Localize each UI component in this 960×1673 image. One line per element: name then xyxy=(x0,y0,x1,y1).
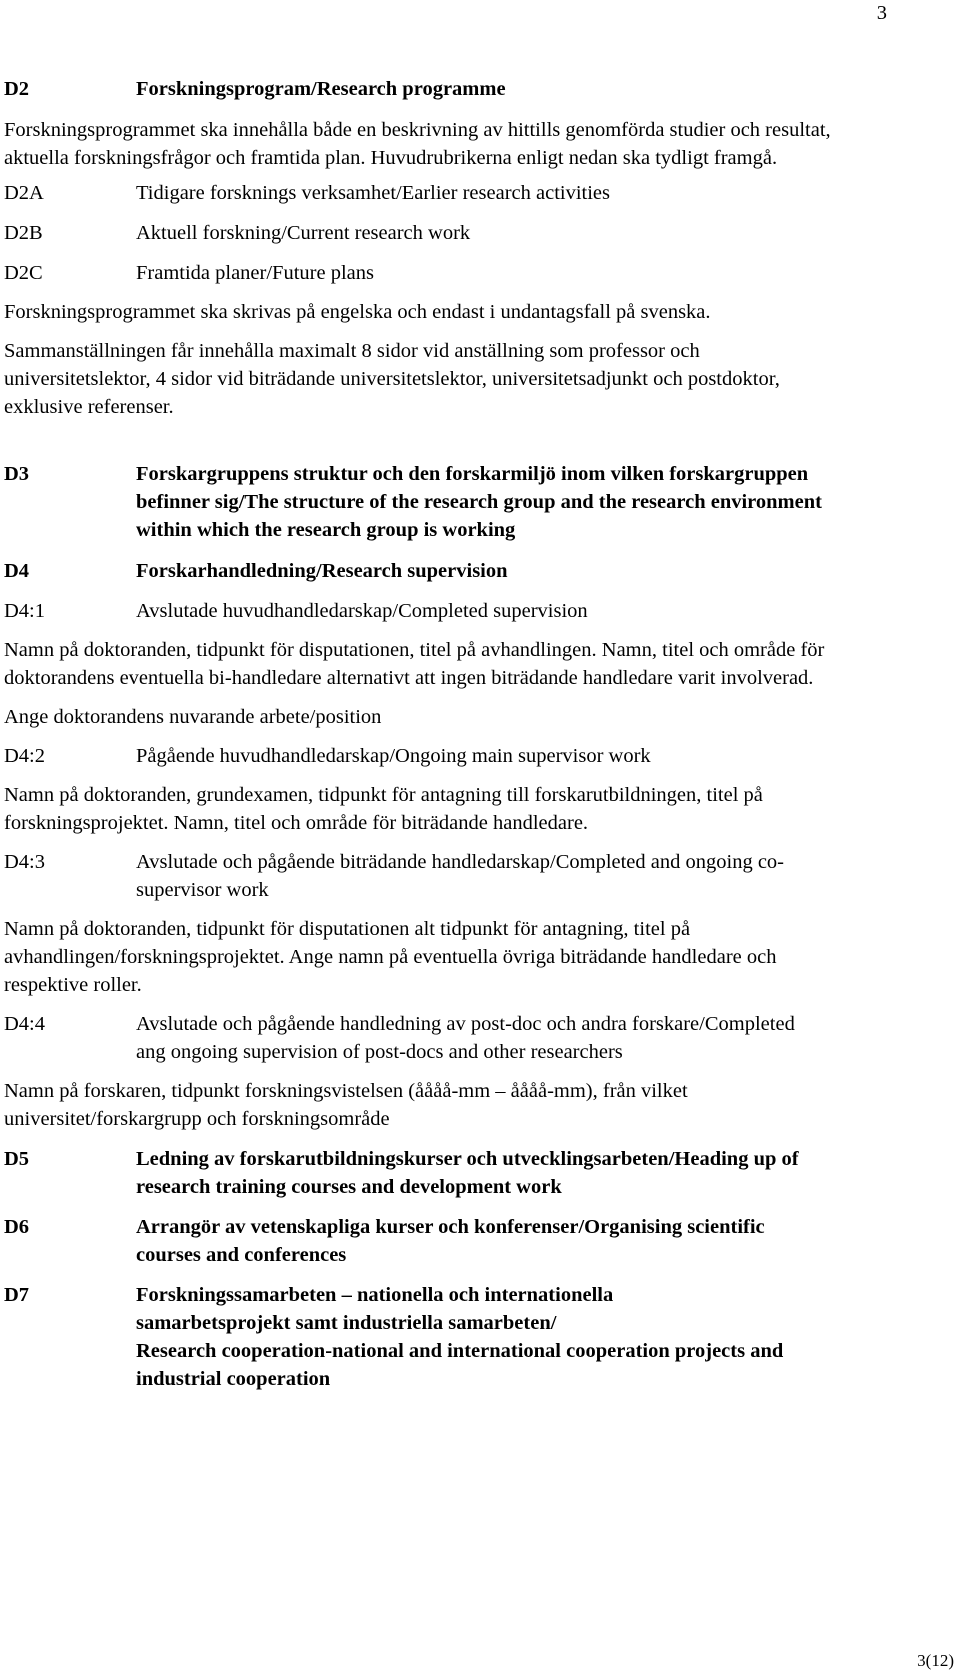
document-body xyxy=(4,75,904,1393)
subsection-d4-2 xyxy=(4,742,904,770)
subsection-label: Tidigare forsknings verksamhet/Earlier research activities xyxy=(136,182,611,204)
subsection-label: Avslutade och pågående biträdande handledarskap/Completed and ongoing co-supervisor work xyxy=(136,851,785,901)
subsection-label: Framtida planer/Future plans xyxy=(136,262,374,284)
d2-language-note: Forskningsprogrammet ska skrivas på engelska och endast i undantagsfall på svenska. xyxy=(4,301,711,323)
subsection-label: Avslutade och pågående handledning av post-doc och andra forskare/Completed ang ongoing supervision of post-docs and other researchers xyxy=(136,1013,795,1063)
subsection-d4-1 xyxy=(4,597,904,625)
subsection-label: Pågående huvudhandledarskap/Ongoing main supervisor work xyxy=(136,745,651,767)
subsection-code: D4:1 xyxy=(4,600,45,622)
subsection-d4-4 xyxy=(4,1010,904,1066)
section-d5-heading xyxy=(4,1145,904,1201)
section-d4-heading xyxy=(4,557,904,585)
section-title: Forskargruppens struktur och den forskarmiljö inom vilken forskargruppen befinner sig/The structure of the research group and the research environment within which the research group is working xyxy=(136,463,822,541)
d4-1-text: Namn på doktoranden, tidpunkt för disputationen, titel på avhandlingen. Namn, titel och område för doktorandens eventuella bi-handledare alternativt att ingen biträdande handledare varit involverad. xyxy=(4,639,825,689)
subsection-code: D4:2 xyxy=(4,745,45,767)
d2-length-note: Sammanställningen får innehålla maximalt 8 sidor vid anställning som professor och universitetslektor, 4 sidor vid biträdande universitetslektor, universitetsadjunkt och postdoktor, exklusive referenser. xyxy=(4,340,780,418)
page-number-footer: 3(12) xyxy=(917,1651,954,1670)
section-title-line: Forskningssamarbeten – nationella och internationella samarbetsprojekt samt industriella samarbeten/ xyxy=(136,1284,614,1334)
d4-1-text2: Ange doktorandens nuvarande arbete/position xyxy=(4,706,382,728)
subsection-label: Aktuell forskning/Current research work xyxy=(136,222,471,244)
section-code: D2 xyxy=(4,78,30,100)
subsection-code: D4:3 xyxy=(4,851,45,873)
section-title: Arrangör av vetenskapliga kurser och konferenser/Organising scientific courses and conferences xyxy=(136,1216,765,1266)
section-d6-heading xyxy=(4,1213,904,1269)
section-title: Ledning av forskarutbildningskurser och utvecklingsarbeten/Heading up of research training courses and development work xyxy=(136,1148,799,1198)
subsection-code: D4:4 xyxy=(4,1013,45,1035)
section-code: D7 xyxy=(4,1284,30,1306)
d4-4-text: Namn på forskaren, tidpunkt forskningsvistelsen (åååå-mm – åååå-mm), från vilket universitet/forskargrupp och forskningsområde xyxy=(4,1080,688,1130)
section-title: Forskarhandledning/Research supervision xyxy=(136,560,508,582)
subsection-d2b xyxy=(4,219,904,247)
subsection-code: D2A xyxy=(4,182,44,204)
d2-intro: Forskningsprogrammet ska innehålla både en beskrivning av hittills genomförda studier och resultat, aktuella forskningsfrågor och framtida plan. Huvudrubrikerna enligt nedan ska tydligt framgå. xyxy=(4,119,831,169)
section-code: D3 xyxy=(4,463,30,485)
section-title: Forskningsprogram/Research programme xyxy=(136,78,506,100)
subsection-label: Avslutade huvudhandledarskap/Completed supervision xyxy=(136,600,588,622)
section-d3-heading xyxy=(4,460,904,544)
section-d2-heading xyxy=(4,75,904,103)
subsection-d2c xyxy=(4,259,904,287)
section-code: D5 xyxy=(4,1148,30,1170)
subsection-d2a xyxy=(4,179,904,207)
d4-3-text: Namn på doktoranden, tidpunkt för disputationen alt tidpunkt för antagning, titel på avhandlingen/forskningsprojektet. Ange namn på eventuella övriga biträdande handledare och respektive roller. xyxy=(4,918,777,996)
d4-2-text: Namn på doktoranden, grundexamen, tidpunkt för antagning till forskarutbildningen, titel på forskningsprojektet. Namn, titel och område för biträdande handledare. xyxy=(4,784,763,834)
section-title xyxy=(136,1281,856,1393)
section-code: D6 xyxy=(4,1216,30,1238)
section-title-line: Research cooperation-national and international cooperation projects and industrial cooperation xyxy=(136,1340,784,1390)
section-code: D4 xyxy=(4,560,30,582)
subsection-code: D2B xyxy=(4,222,43,244)
subsection-d4-3 xyxy=(4,848,904,904)
page-number-top: 3 xyxy=(876,2,887,24)
section-d7-heading xyxy=(4,1281,904,1393)
subsection-code: D2C xyxy=(4,262,43,284)
